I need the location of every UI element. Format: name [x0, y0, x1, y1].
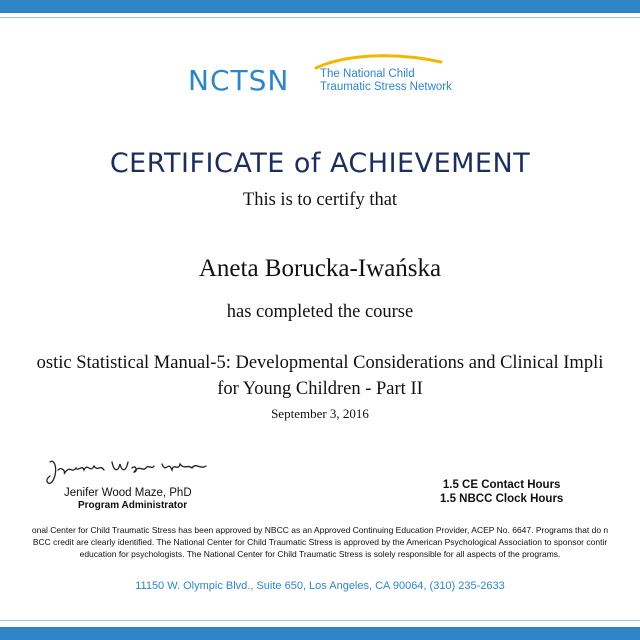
completed-text: has completed the course	[226, 302, 414, 322]
completion-date: September 3, 2016	[271, 406, 369, 421]
course-title-line2: for Young Children - Part II	[217, 379, 423, 399]
top-border-band	[0, 0, 640, 13]
footer-address: 11150 W. Olympic Blvd., Suite 650, Los Angeles, CA 90064, (310) 235-2633	[135, 580, 505, 592]
handwritten-signature	[42, 454, 217, 490]
signatory-role: Program Administrator	[78, 500, 188, 511]
bottom-border-band	[0, 627, 640, 640]
disclaimer-line3: education for psychologists. The National Center for Child Traumatic Stress is solely responsible for all aspects of the programs.	[79, 549, 561, 559]
recipient-name: Aneta Borucka-Iwańska	[198, 255, 442, 282]
course-title-line1: ostic Statistical Manual-5: Developmental Considerations and Clinical Impli	[36, 353, 604, 373]
logo-text	[320, 68, 452, 94]
disclaimer-line2: BCC credit are clearly identified. The National Center for Child Traumatic Stress is approved by the American Psychological Association to sponsor contir	[32, 537, 608, 547]
accreditation-disclaimer	[0, 524, 640, 560]
nctsn-logo	[188, 52, 458, 102]
nbcc-hours: 1.5 NBCC Clock Hours	[440, 493, 564, 505]
logo-text-line2: Traumatic Stress Network	[320, 81, 452, 93]
logo-text-line1: The National Child	[320, 68, 415, 80]
ce-hours: 1.5 CE Contact Hours	[442, 479, 561, 491]
credit-hours	[440, 478, 563, 506]
certificate-title: CERTIFICATE of ACHIEVEMENT	[109, 148, 531, 179]
signatory-name: Jenifer Wood Maze, PhD	[64, 487, 192, 499]
certify-text: This is to certify that	[242, 190, 398, 210]
disclaimer-line1: onal Center for Child Traumatic Stress has been approved by NBCC as an Approved Continuing Education Provider, ACEP No. 6647. Programs that do n	[31, 525, 609, 535]
logo-mark: NCTSN	[188, 64, 290, 97]
